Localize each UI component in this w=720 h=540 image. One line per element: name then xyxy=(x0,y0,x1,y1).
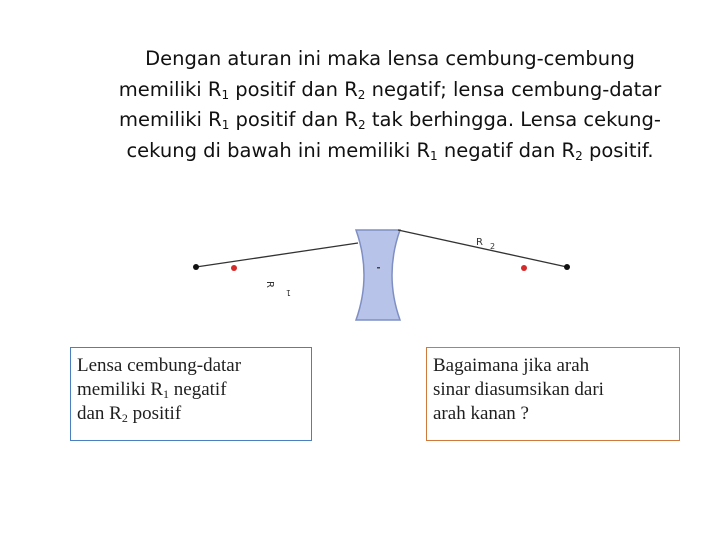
right-focal-point xyxy=(521,265,527,271)
right-question-line-2: sinar diasumsikan dari xyxy=(433,379,604,400)
paragraph-line-1: Dengan aturan ini maka lensa cembung-cembung xyxy=(145,47,635,70)
left-note-box xyxy=(70,347,312,441)
right-question-line-1: Bagaimana jika arah xyxy=(433,355,590,376)
left-endpoint xyxy=(193,264,199,270)
left-note-line-2: memiliki $R_1$ negatif xyxy=(77,379,227,401)
left-note-line-3: dan $R_2$ positif xyxy=(77,403,182,425)
outgoing-ray xyxy=(398,230,567,267)
right-endpoint xyxy=(564,264,570,270)
right-question-line-3: arah kanan ? xyxy=(433,403,529,424)
svg-text:2: 2 xyxy=(490,242,496,251)
left-note-line-1: Lensa cembung-datar xyxy=(77,355,242,376)
left-focal-point xyxy=(231,265,237,271)
right-question-box xyxy=(426,347,680,441)
concave-lens xyxy=(356,230,400,320)
paragraph-line-3: memiliki $R_1$ positif dan $R_2$ tak berhingga. Lensa cekung- xyxy=(119,108,661,132)
r1-label xyxy=(264,281,291,297)
lens-center-mark xyxy=(377,267,380,269)
paragraph-line-4: cekung di bawah ini memiliki $R_1$ negatif dan $R_2$ positif. xyxy=(126,138,654,163)
incoming-ray xyxy=(196,243,358,267)
svg-text:R: R xyxy=(264,281,275,288)
svg-text:1: 1 xyxy=(285,288,291,297)
svg-text:R: R xyxy=(476,237,483,248)
paragraph-line-2: memiliki $R_1$ positif dan $R_2$ negatif; lensa cembung-datar xyxy=(118,77,662,102)
